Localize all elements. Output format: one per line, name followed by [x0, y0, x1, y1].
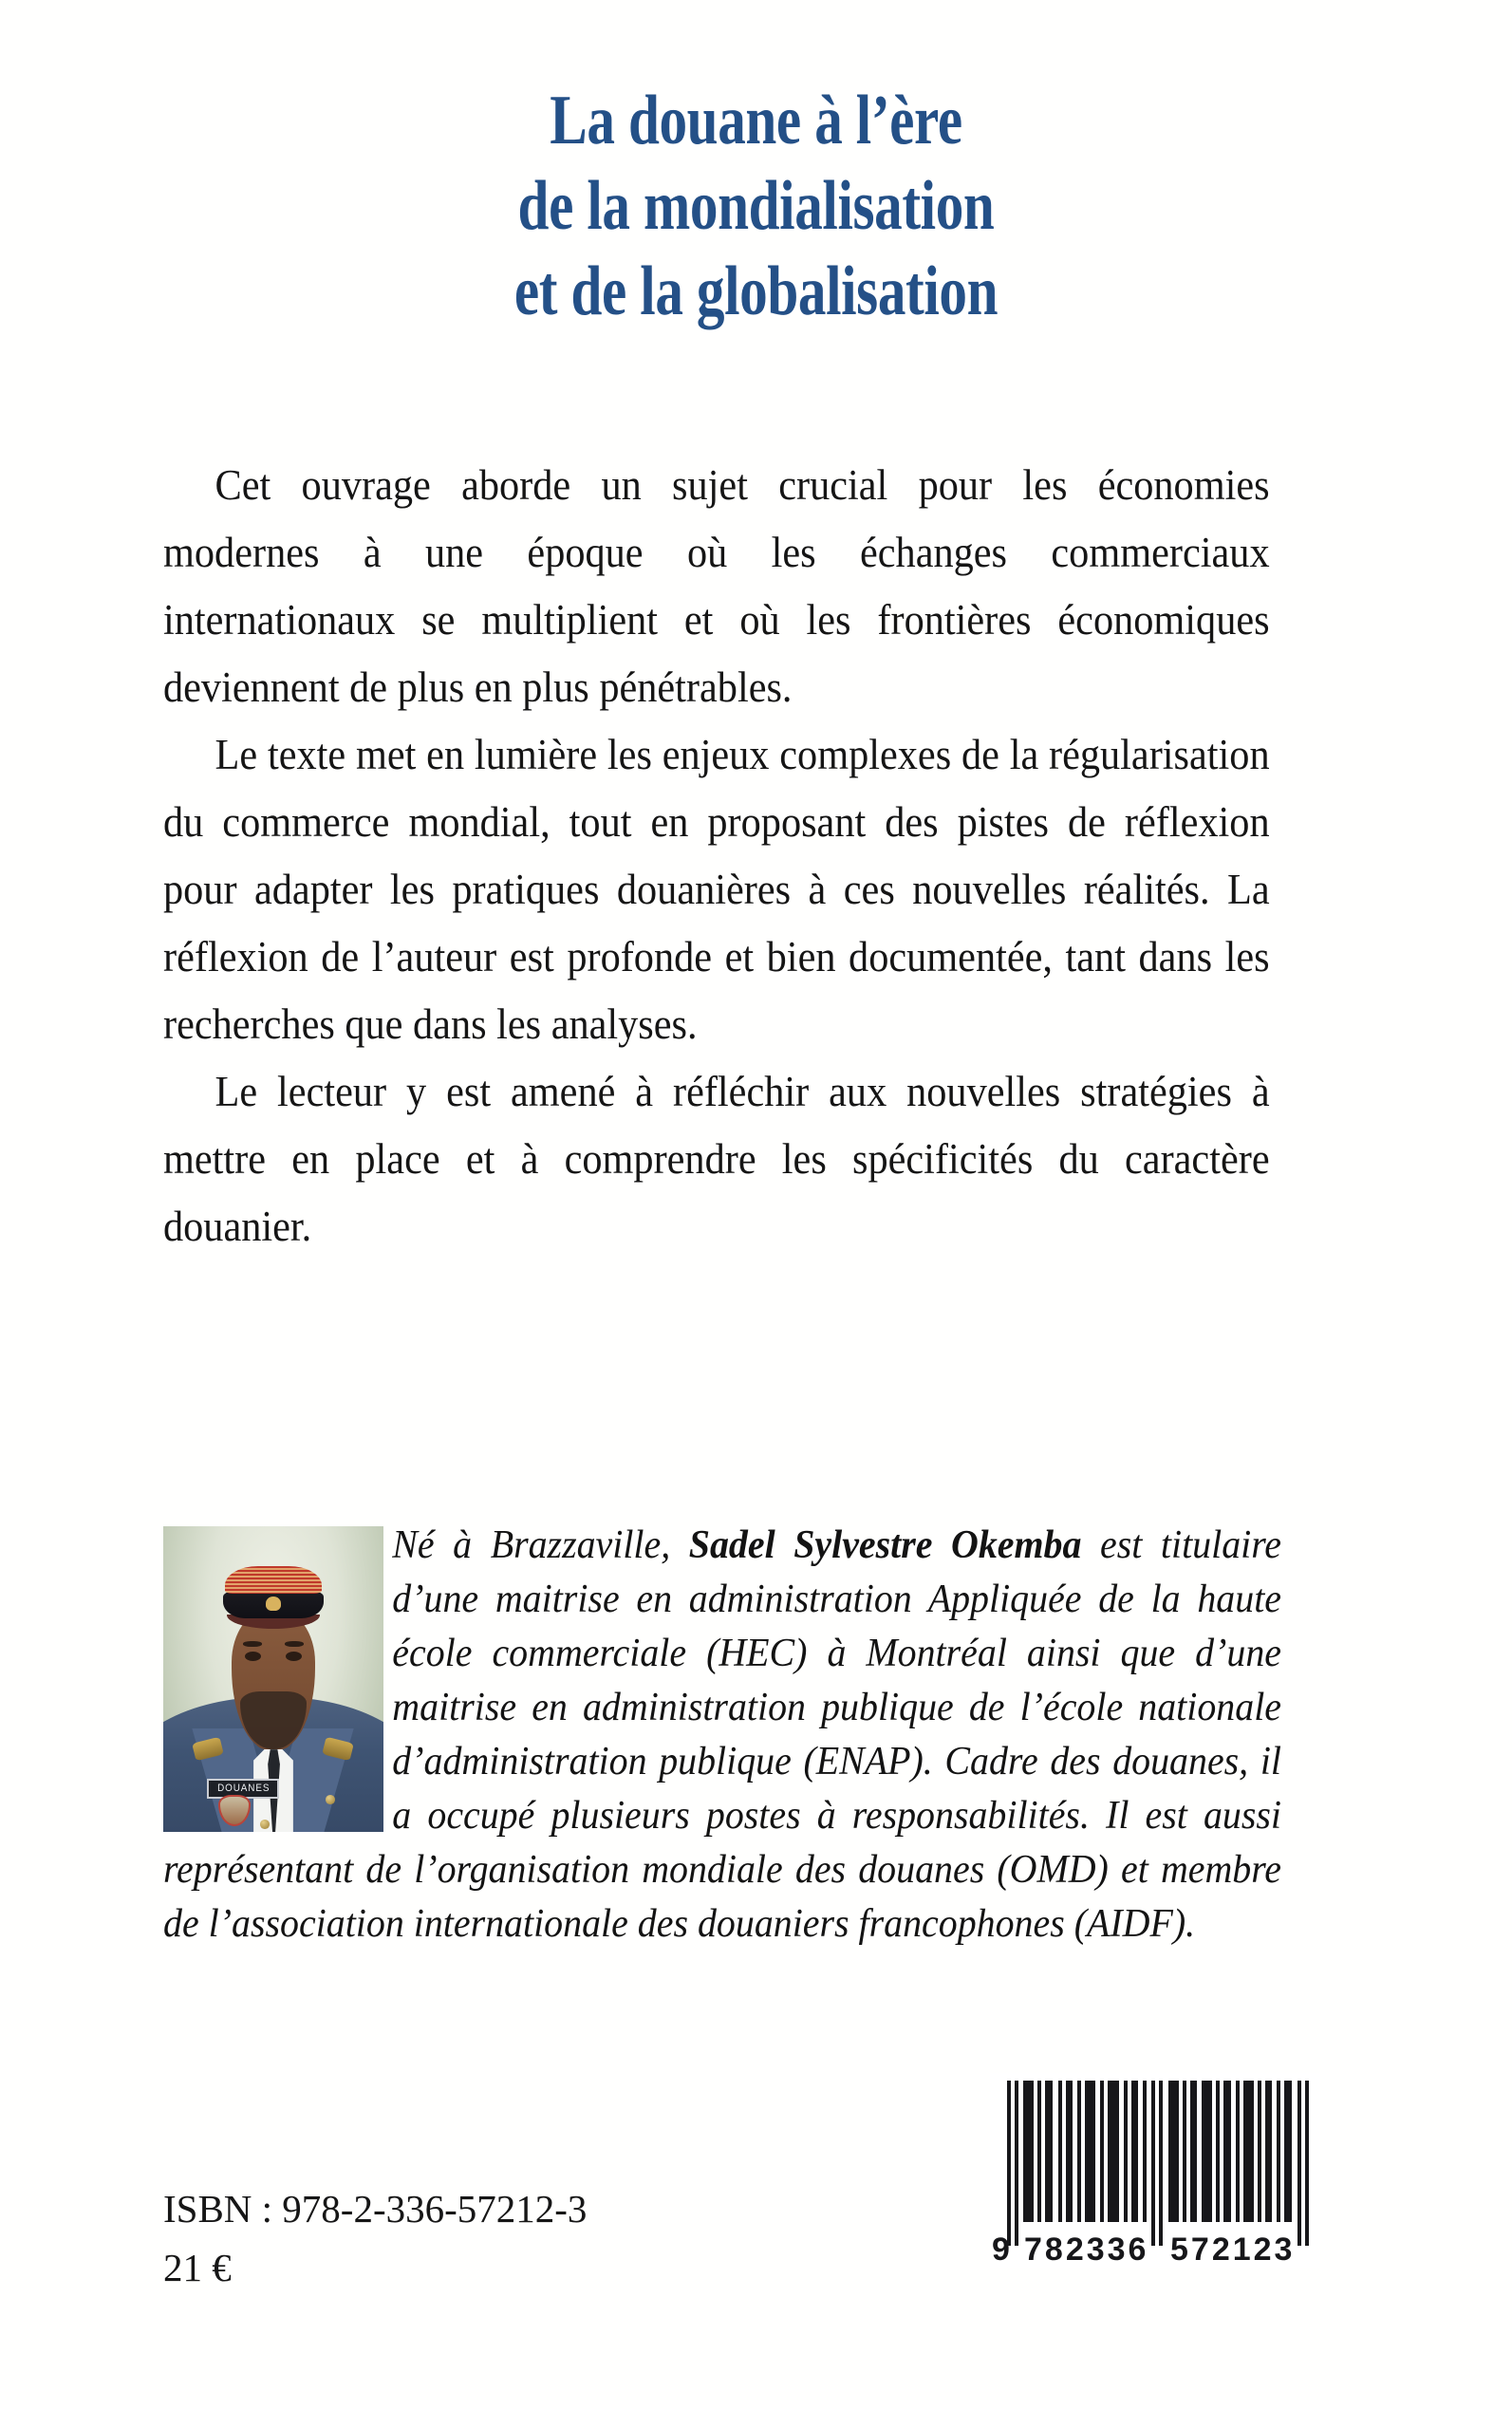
bio-text-after-name: est titulaire d’une maitrise en administration Appliquée de la haute école commerciale (HEC) à Montréal ainsi que d’une maitrise en administration publique de l’école nationale d’administration publique (ENAP). Cadre des douanes, il a occupé plusieurs postes à responsabilités. Il est aussi représentant de l’organisation mondiale des douanes (OMD) et membre de l’association internationale des douaniers francophones (AIDF).: [163, 1523, 1281, 1946]
barcode-digit-group-3: 572123: [1170, 2232, 1296, 2268]
title-line-1: La douane à l’ère: [550, 82, 962, 159]
blurb-paragraph-2: Le texte met en lumière les enjeux complexes de la régularisation du commerce mondial, tout en proposant des pistes de réflexion pour adapter les pratiques douanières à ces nouvelles réalités. La réflexion de l’auteur est profonde et bien documentée, tant dans les recherches que dans les analyses.: [163, 731, 1270, 1048]
author-bio-section: [163, 1519, 1340, 1951]
ean13-barcode: [990, 2073, 1320, 2268]
isbn-text: ISBN : 978-2-336-57212-3: [163, 2187, 588, 2231]
douanes-badge-label: DOUANES: [216, 1783, 270, 1795]
book-title: [0, 82, 1512, 330]
blurb-paragraph-1: Cet ouvrage aborde un sujet crucial pour les économies modernes à une époque où les échanges commerciaux internationaux se multiplient et où les frontières économiques deviennent de plus en plus pénétrables.: [163, 461, 1270, 711]
isbn-price-block: [163, 2179, 587, 2297]
blurb-paragraph-3: Le lecteur y est amené à réfléchir aux nouvelles stratégies à mettre en place et à comprendre les spécificités du caractère douanier.: [163, 1068, 1270, 1250]
title-line-2: de la mondialisation: [517, 167, 995, 245]
price-text: 21 €: [163, 2246, 232, 2289]
book-blurb: [163, 452, 1340, 1261]
title-line-3: et de la globalisation: [513, 252, 999, 330]
author-name: Sadel Sylvestre Okemba: [688, 1523, 1082, 1567]
barcode-digit-group-1: 9: [992, 2232, 1010, 2268]
barcode-svg: [990, 2073, 1320, 2268]
author-bio-text: [163, 1519, 1281, 1951]
barcode-digit-group-2: 782336: [1024, 2232, 1149, 2268]
bio-text-before-name: Né à Brazzaville,: [392, 1523, 689, 1567]
